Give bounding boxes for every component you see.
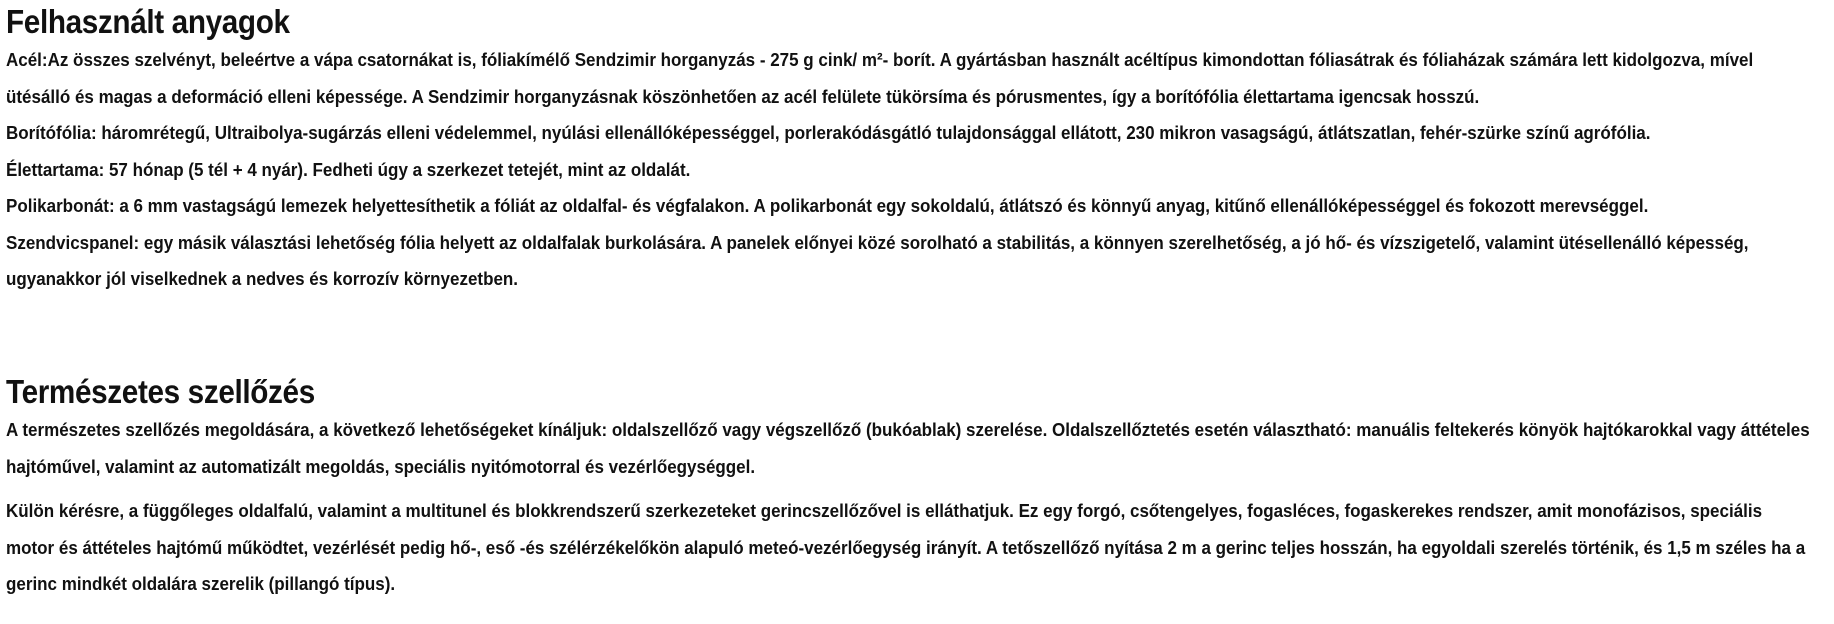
paragraph-ridge-ventilation: Külön kérésre, a függőleges oldalfalú, valamint a multitunel és blokkrendszerű szerkezeteket gerincszellőzővel is elláthatjuk. Ez egy forgó, csőtengelyes, fogasléces, fogaskerekes rendszer, amit monofázisos, speciális motor és áttételes hajtómű működtet, vezérlését pedig hő-, eső -és szélérzékelőkön alapuló meteó-vezérlőegység irányít. A tetőszellőző nyítása 2 m a gerinc teljes hosszán, ha egyoldali szerelés történik, és 1,5 m széles ha a gerinc mindkét oldalára szerelik (pillangó típus).: [6, 500, 1806, 594]
section-title: Felhasznált anyagok: [6, 3, 290, 40]
section-natural-ventilation: [6, 372, 1834, 603]
paragraph-steel: Acél:Az összes szelvényt, beleértve a vápa csatornákat is, fóliakímélő Sendzimir horganyzás - 275 g cink/ m²- borít. A gyártásban használt acéltípus kimondottan fóliasátrak és fóliaházak számára lett kidolgozva, mível ütésálló és magas a deformáció elleni képessége. A Sendzimir horganyzásnak köszönhetően az acél felülete tükörsíma és pórusmentes, így a borítófólia élettartama igencsak hosszú.: [6, 49, 1754, 107]
paragraph-cover-foil: Borítófólia: háromrétegű, Ultraibolya-sugárzás elleni védelemmel, nyúlási ellenállóképességgel, porlerakódásgátló tulajdonsággal ellátott, 230 mikron vasagságú, átlátszatlan, fehér-szürke színű agrófólia.: [6, 122, 1651, 143]
paragraph-lifetime: Élettartama: 57 hónap (5 tél + 4 nyár). Fedheti úgy a szerkezet tetejét, mint az oldalát.: [6, 158, 691, 180]
section-materials: [6, 2, 1834, 298]
paragraph-polycarbonate: Polikarbonát: a 6 mm vastagságú lemezek helyettesíthetik a fóliát az oldalfal- és végfalakon. A polikarbonát egy sokoldalú, átlátszó és könnyű anyag, kitűnő ellenállóképességgel és fokozott merevséggel.: [6, 195, 1649, 216]
paragraph-ventilation-options: A természetes szellőzés megoldására, a következő lehetőségeket kínáljuk: oldalszellőző vagy végszellőző (bukóablak) szerelése. Oldalszellőztetés esetén választható: manuális feltekerés könyök hajtókarokkal vagy áttételes hajtóművel, valamint az automatizált megoldás, speciális nyitómotorral és vezérlőegységgel.: [6, 419, 1810, 477]
paragraph-sandwich-panel: Szendvicspanel: egy másik választási lehetőség fólia helyett az oldalfalak burkolására. A panelek előnyei közé sorolható a stabilitás, a könnyen szerelhetőség, a jó hő- és vízszigetelő, valamint ütésellenálló képesség, ugyanakkor jól viselkednek a nedves és korrozív környezetben.: [6, 231, 1749, 289]
section-title: Természetes szellőzés: [6, 373, 315, 410]
paragraph-spacer: [6, 485, 1834, 493]
